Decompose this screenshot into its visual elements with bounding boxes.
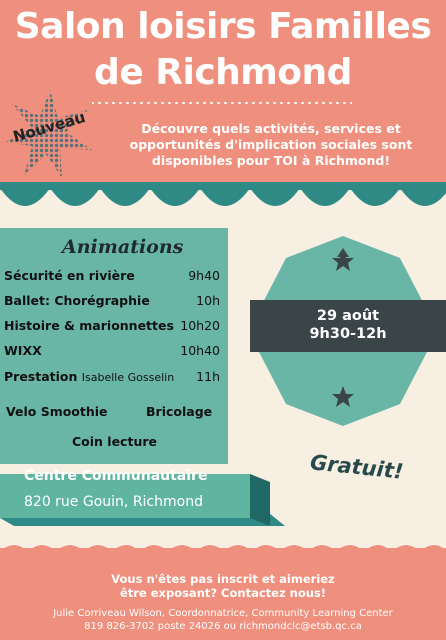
dotted-divider: [92, 101, 352, 105]
animations-title: Animations: [62, 236, 184, 258]
price-label: Gratuit!: [309, 450, 405, 484]
schedule-row: [4, 369, 220, 387]
location-address: 820 rue Gouin, Richmond: [24, 494, 203, 510]
performer-name: Isabelle Gosselin: [81, 371, 175, 384]
scallop-border-top: [0, 176, 446, 228]
activity-name: Ballet: Chorégraphie: [4, 293, 150, 308]
exhibitor-call-line-1: Vous n'êtes pas inscrit et aimeriez: [111, 572, 335, 586]
activity-time: 9h40: [188, 268, 220, 283]
exhibitor-call-line-2: être exposant? Contactez nous!: [119, 586, 327, 600]
title-line-2: de Richmond: [94, 52, 352, 93]
intro-text: [96, 121, 446, 169]
title-line-1: Salon loisirs Familles: [14, 6, 432, 47]
activity-name: Sécurité en rivière: [4, 268, 135, 283]
activity-name: [4, 369, 174, 384]
schedule-row: [4, 318, 220, 336]
event-date: 29 août: [316, 308, 380, 324]
extra-activity: Coin lecture: [72, 434, 157, 449]
extra-activity: Velo Smoothie: [6, 404, 108, 419]
schedule-row: [4, 343, 220, 361]
activity-time: 10h40: [180, 343, 220, 358]
intro-line-2: opportunités d'implication sociales sont: [129, 137, 413, 152]
badge-new: Nouveau: [10, 108, 88, 146]
extra-activity: Bricolage: [146, 404, 213, 419]
activity-time: 10h: [196, 293, 220, 308]
activity-name: Histoire & marionnettes: [4, 318, 174, 333]
intro-line-1: Découvre quels activités, services et: [141, 121, 401, 136]
schedule-row: [4, 293, 220, 311]
intro-line-3: disponibles pour TOI à Richmond!: [151, 153, 391, 168]
activity-label: Prestation: [4, 369, 78, 384]
activity-name: WIXX: [4, 343, 42, 358]
contact-line-2: 819 826-3702 poste 24026 ou richmondclc@etsb.qc.ca: [84, 621, 362, 632]
location-name: Centre Communautaire: [24, 468, 208, 484]
activity-time: 10h20: [180, 318, 220, 333]
contact-line-1: Julie Corriveau Wilson, Coordonnatrice, Community Learning Center: [53, 608, 393, 619]
schedule-row: [4, 268, 220, 286]
event-hours: 9h30-12h: [309, 326, 387, 342]
activity-time: 11h: [196, 369, 220, 384]
